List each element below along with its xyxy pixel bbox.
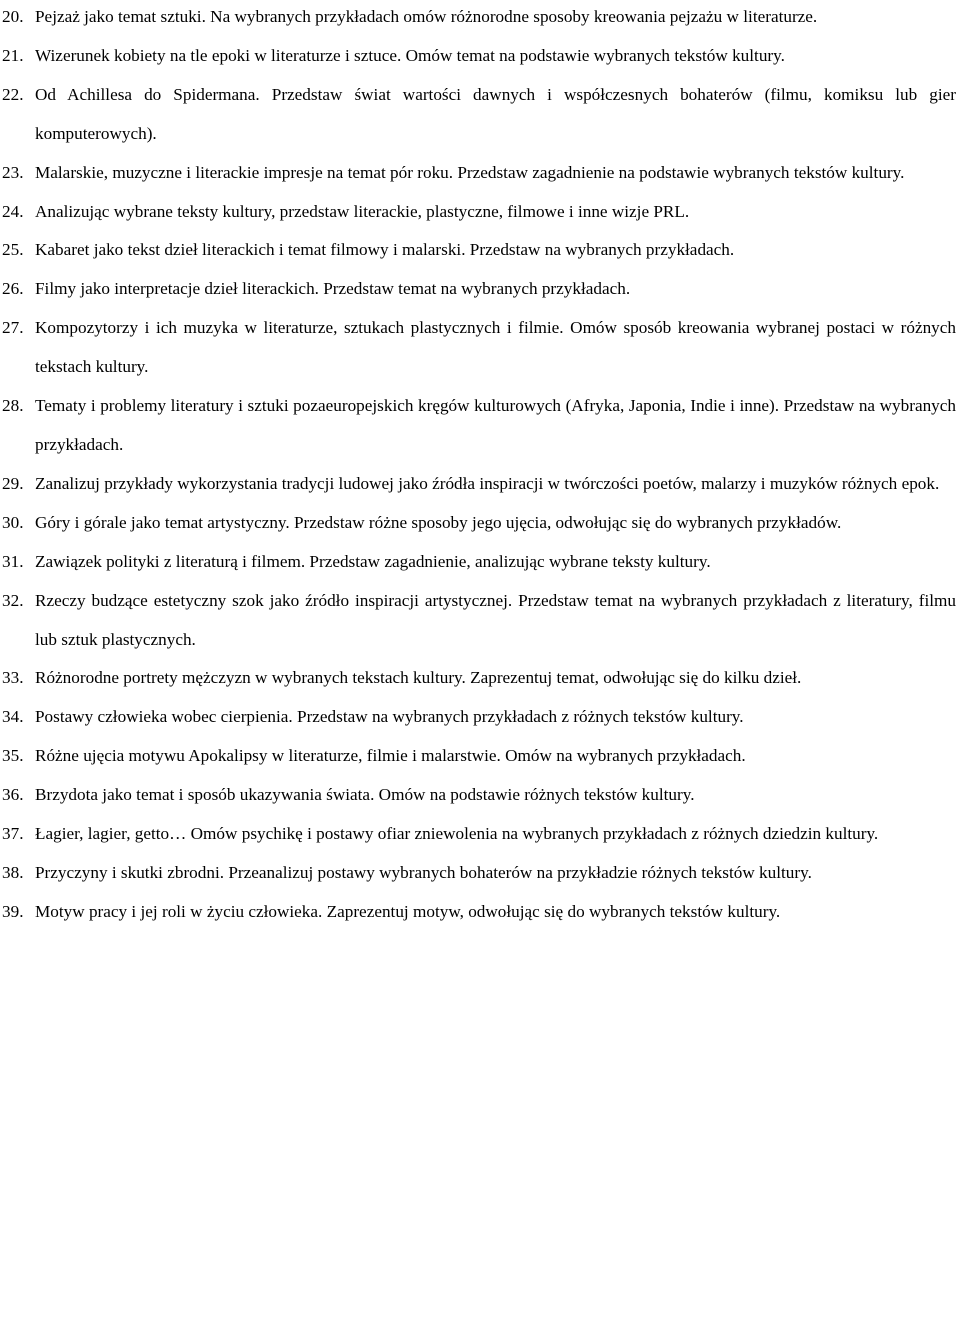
item-number: 24. — [2, 201, 24, 221]
item-number: 23. — [2, 162, 24, 182]
item-number: 34. — [2, 707, 24, 727]
list-item — [0, 659, 960, 698]
item-text: Tematy i problemy literatury i sztuki pozaeuropejskich kręgów kulturowych (Afryka, Japonia, Indie i inne). Przedstaw na wybranych przykładach. — [35, 396, 956, 454]
item-text: Od Achillesa do Spidermana. Przedstaw świat wartości dawnych i współczesnych bohaterów (filmu, komiksu lub gier komputerowych). — [35, 84, 956, 143]
item-number: 26. — [2, 279, 24, 299]
item-text: Pejzaż jako temat sztuki. Na wybranych przykładach omów różnorodne sposoby kreowania pejzażu w literaturze. — [35, 7, 818, 26]
item-text: Rzeczy budzące estetyczny szok jako źródło inspiracji artystycznej. Przedstaw temat na wybranych przykładach z literatury, filmu lub sztuk plastycznych. — [35, 590, 956, 649]
item-text: Brzydota jako temat i sposób ukazywania świata. Omów na podstawie różnych tekstów kultury. — [35, 785, 695, 805]
item-text: Postawy człowieka wobec cierpienia. Przedstaw na wybranych przykładach z różnych tekstów kultury. — [35, 707, 744, 727]
item-number: 32. — [2, 590, 24, 610]
list-item — [0, 193, 960, 232]
list-item — [0, 582, 960, 660]
list-item — [0, 387, 960, 465]
item-number: 35. — [2, 746, 24, 766]
list-item — [0, 465, 960, 504]
item-text: Malarskie, muzyczne i literackie impresje na temat pór roku. Przedstaw zagadnienie na podstawie wybranych tekstów kultury. — [35, 162, 905, 182]
item-number: 20. — [2, 7, 24, 26]
item-number: 21. — [2, 45, 24, 65]
item-text: Wizerunek kobiety na tle epoki w literaturze i sztuce. Omów temat na podstawie wybranych tekstów kultury. — [35, 45, 785, 65]
list-item — [0, 815, 960, 854]
item-number: 22. — [2, 84, 24, 104]
list-item — [0, 231, 960, 270]
list-item — [0, 543, 960, 582]
item-number: 38. — [2, 862, 24, 882]
list-item — [0, 37, 960, 76]
item-text: Różnorodne portrety mężczyzn w wybranych tekstach kultury. Zaprezentuj temat, odwołując się do kilku dzieł. — [35, 668, 802, 688]
item-text: Łagier, lagier, getto… Omów psychikę i postawy ofiar zniewolenia na wybranych przykładach z różnych dziedzin kultury. — [35, 824, 879, 844]
list-item — [0, 893, 960, 932]
list-item — [0, 270, 960, 309]
item-number: 31. — [2, 551, 24, 571]
item-text: Kabaret jako tekst dzieł literackich i temat filmowy i malarski. Przedstaw na wybranych przykładach. — [35, 240, 735, 260]
item-text: Kompozytorzy i ich muzyka w literaturze, sztukach plastycznych i filmie. Omów sposób kreowania wybranej postaci w różnych tekstach kultury. — [35, 318, 956, 377]
item-number: 39. — [2, 901, 24, 921]
list-item — [0, 154, 960, 193]
item-text: Przyczyny i skutki zbrodni. Przeanalizuj postawy wybranych bohaterów na przykładzie różnych tekstów kultury. — [35, 862, 812, 882]
item-text: Różne ujęcia motywu Apokalipsy w literaturze, filmie i malarstwie. Omów na wybranych przykładach. — [35, 746, 746, 766]
item-text: Motyw pracy i jej roli w życiu człowieka. Zaprezentuj motyw, odwołując się do wybranych tekstów kultury. — [35, 901, 781, 921]
item-number: 37. — [2, 824, 24, 844]
item-text: Zawiązek polityki z literaturą i filmem. Przedstaw zagadnienie, analizując wybrane teksty kultury. — [35, 551, 711, 571]
item-number: 36. — [2, 785, 24, 805]
item-number: 30. — [2, 512, 24, 532]
list-item — [0, 698, 960, 737]
item-number: 29. — [2, 473, 24, 493]
item-text: Góry i górale jako temat artystyczny. Przedstaw różne sposoby jego ujęcia, odwołując się do wybranych przykładów. — [35, 512, 842, 532]
item-number: 33. — [2, 668, 24, 688]
list-item — [0, 0, 960, 37]
item-text: Zanalizuj przykłady wykorzystania tradycji ludowej jako źródła inspiracji w twórczości poetów, malarzy i muzyków różnych epok. — [35, 473, 940, 493]
list-item — [0, 854, 960, 893]
item-text: Analizując wybrane teksty kultury, przedstaw literackie, plastyczne, filmowe i inne wizje PRL. — [35, 201, 690, 221]
list-item — [0, 737, 960, 776]
item-number: 28. — [2, 396, 24, 416]
item-number: 25. — [2, 240, 24, 260]
list-item — [0, 776, 960, 815]
list-item — [0, 76, 960, 154]
list-item — [0, 309, 960, 387]
item-number: 27. — [2, 318, 24, 338]
item-text: Filmy jako interpretacje dzieł literackich. Przedstaw temat na wybranych przykładach. — [35, 279, 631, 299]
list-item — [0, 504, 960, 543]
